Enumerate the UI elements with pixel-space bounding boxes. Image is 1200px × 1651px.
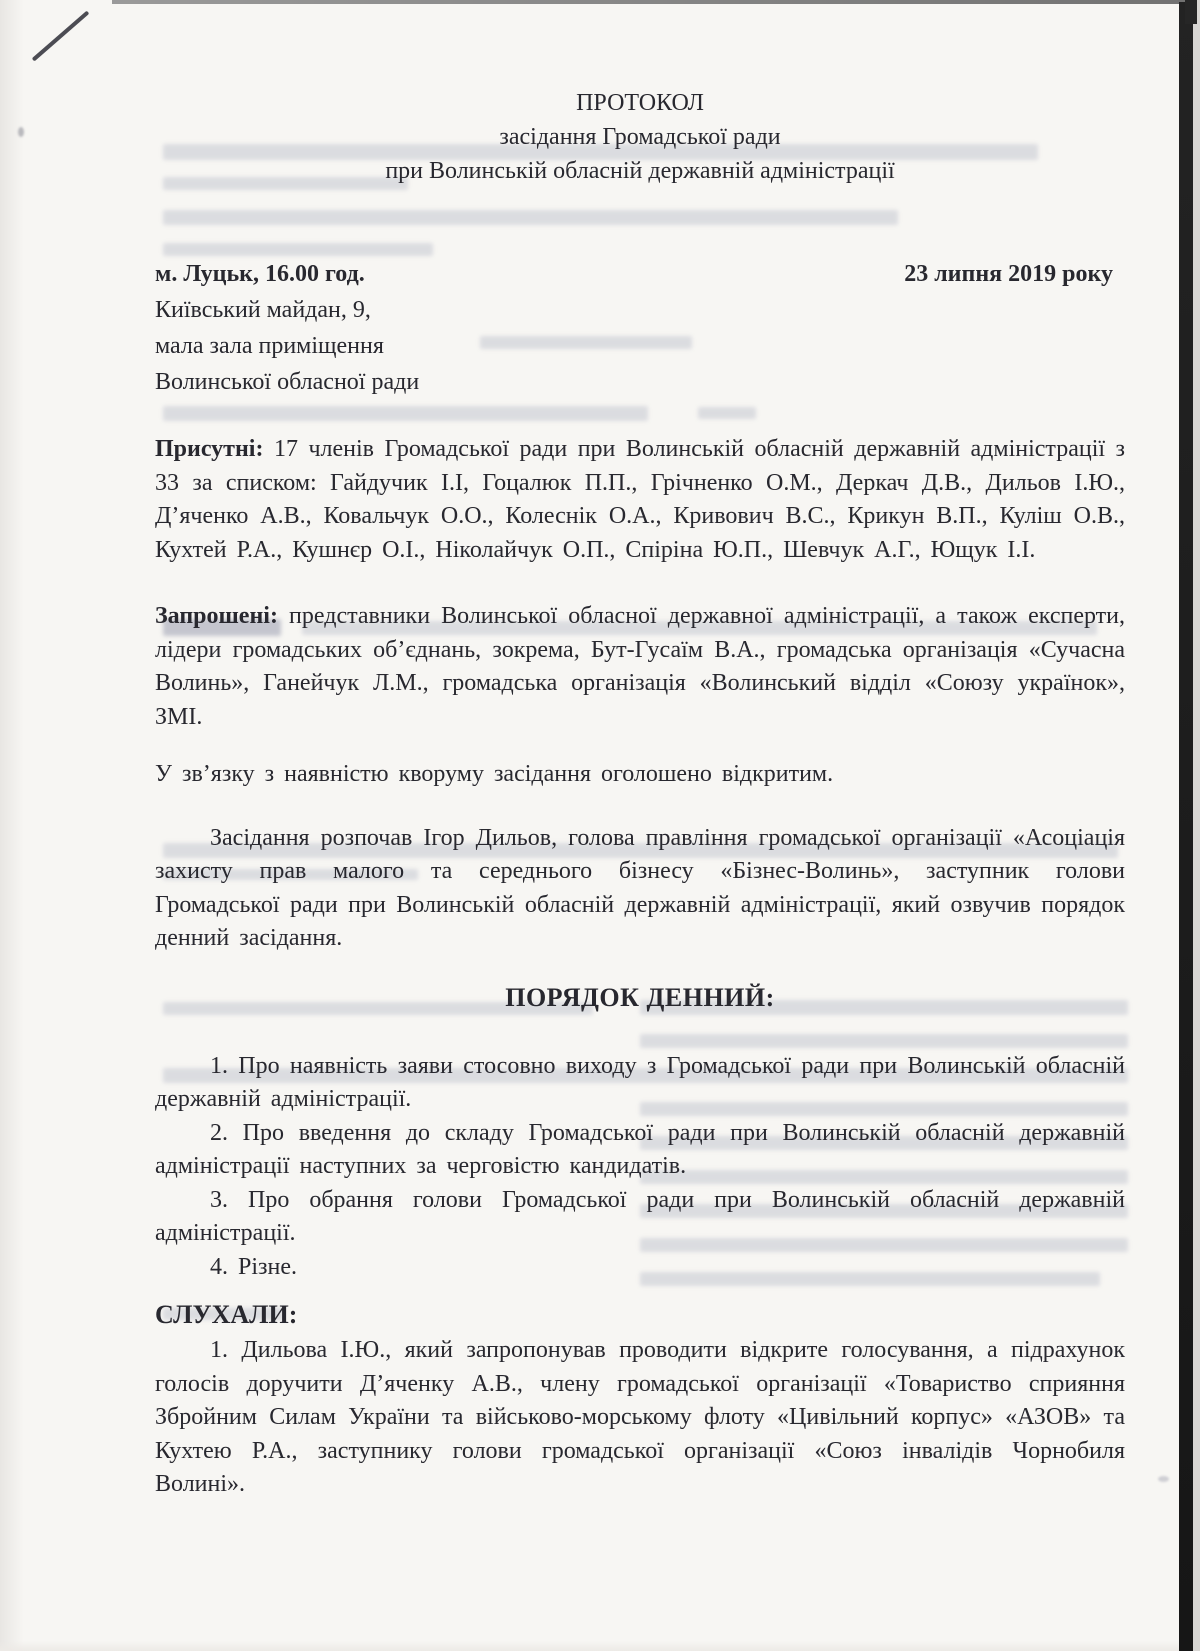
meta-row <box>155 256 1125 292</box>
attendees-text: 17 членів Громадської ради при Волинській обласній державній адміністрації з 33 за списком: Гайдучик І.І, Гоцалюк П.П., Грічненко О.М., Деркач Д.В., Дильов І.Ю., Д’яченко А.В., Ковальчук О.О., Колеснік О.А., Кривович В.С., Крикун В.П., Куліш О.В., Кухтей Р.А., Кушнєр О.І., Ніколайчук О.П., Спіріна Ю.П., Шевчук А.Г., Ющук І.І. <box>155 436 1126 563</box>
attendees-paragraph <box>155 433 1125 567</box>
invited-text: представники Волинської обласної державної адміністрації, а також експерти, лідери громадських об’єднань, зокрема, Бут-Гусаїм В.А., громадська організація «Сучасна Волинь», Ганейчук Л.М., громадська організація «Волинський відділ «Союзу українок», ЗМІ. <box>155 603 1126 730</box>
quorum-note: У зв’язку з наявністю кворуму засідання оголошено відкритим. <box>155 761 834 787</box>
agenda-item-2: 2. Про введення до складу Громадської ради при Волинській обласній державній адміністрації наступних за черговістю кандидатів. <box>155 1119 1125 1179</box>
agenda-item-3: 3. Про обрання голови Громадської ради при Волинській обласній державній адміністрації. <box>155 1186 1125 1246</box>
meeting-date: 23 липня 2019 року <box>904 261 1113 287</box>
attendees-label: Присутні: <box>155 436 264 462</box>
opening-paragraph: Засідання розпочав Ігор Дильов, голова правління громадської організації «Асоціація захисту прав малого та середнього бізнесу «Бізнес-Волинь», заступник голови Громадської ради при Волинській обласній державній адміністрації, який озвучив порядок денний засідання. <box>155 824 1125 951</box>
address-line: мала зала приміщення <box>155 333 384 359</box>
heard-section-heading: СЛУХАЛИ: <box>155 1300 298 1329</box>
paper-bottom-edge-shading <box>0 1641 1200 1651</box>
agenda-item-4: 4. Різне. <box>210 1253 297 1280</box>
scan-speck <box>1158 1476 1169 1482</box>
meeting-place-time: м. Луцьк, 16.00 год. <box>155 261 365 287</box>
scan-speck <box>18 127 24 137</box>
invited-label: Запрошені: <box>155 603 278 629</box>
pen-check-mark <box>32 11 90 62</box>
document-subtitle-2: при Волинській обласній державній адміністрації <box>385 158 895 184</box>
document-title: ПРОТОКОЛ <box>576 90 704 116</box>
agenda-items <box>155 1050 1125 1285</box>
document-subtitle-1: засідання Громадської ради <box>499 124 781 150</box>
agenda-heading: ПОРЯДОК ДЕННИЙ: <box>505 982 775 1012</box>
document-content <box>155 0 1125 1502</box>
scan-edge-right-outer <box>1193 0 1200 1651</box>
meeting-address <box>155 292 1125 400</box>
heard-paragraph-1: 1. Дильова І.Ю., який запропонував проводити відкрите голосування, а підрахунок голосів доручити Д’яченку А.В., члену громадської організації «Товариство сприяння Збройним Силам України та військово-морському флоту «Цивільний корпус» «АЗОВ» та Кухтею Р.А., заступнику голови громадської організації «Союз інвалідів Чорнобиля Волині». <box>155 1337 1125 1497</box>
agenda-item-1: 1. Про наявність заяви стосовно виходу з Громадської ради при Волинській обласній державній адміністрації. <box>155 1052 1125 1112</box>
address-line: Волинської обласної ради <box>155 369 420 395</box>
paper-left-edge-shading <box>0 0 24 1651</box>
address-line: Київський майдан, 9, <box>155 297 371 323</box>
document-title-block <box>155 86 1125 188</box>
invited-paragraph <box>155 600 1125 734</box>
scan-edge-right-corner <box>1185 0 1197 24</box>
scan-edge-right-band <box>1179 2 1193 1651</box>
